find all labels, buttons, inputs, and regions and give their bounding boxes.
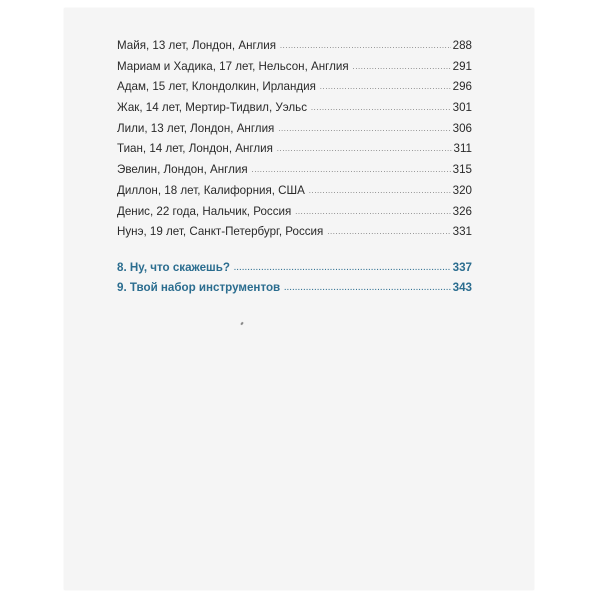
dot-leader (284, 285, 450, 292)
toc-entry-title: Денис, 22 года, Нальчик, Россия (117, 204, 292, 218)
toc-entry (117, 39, 472, 60)
dot-leader (295, 209, 450, 216)
toc-entry-page: 306 (452, 121, 472, 135)
toc-entry-title: Лили, 13 лет, Лондон, Англия (117, 121, 275, 135)
toc-entry-page: 301 (452, 101, 472, 115)
toc-entry (117, 184, 472, 205)
chapter-page: 337 (452, 261, 472, 274)
dot-leader (277, 146, 452, 153)
chapter-page: 343 (452, 281, 472, 294)
dot-leader (309, 188, 451, 195)
toc-entry-page: 326 (452, 204, 472, 218)
toc-entry (117, 60, 472, 81)
dot-leader (311, 105, 451, 112)
toc-entry-title: Адам, 15 лет, Клондолкин, Ирландия (117, 80, 316, 94)
toc-entry (117, 225, 472, 246)
dot-leader (252, 167, 451, 174)
chapter-title: 9. Твой набор инструментов (117, 281, 281, 294)
toc-entry-page: 296 (452, 80, 472, 94)
chapter-heading (117, 281, 472, 301)
toc-entry-title: Мариам и Хадика, 17 лет, Нельсон, Англия (117, 59, 349, 73)
toc-entry (117, 142, 472, 163)
chapter-heading (117, 261, 472, 281)
toc-entry (117, 122, 472, 143)
toc-entry-title: Нунэ, 19 лет, Санкт-Петербург, Россия (117, 225, 324, 239)
dot-leader (327, 229, 450, 236)
toc-entry-title: Майя, 13 лет, Лондон, Англия (117, 39, 276, 52)
chapter-title: 8. Ну, что скажешь? (117, 261, 230, 274)
toc-entry-title: Тиан, 14 лет, Лондон, Англия (117, 142, 273, 156)
toc-entry-title: Диллон, 18 лет, Калифорния, США (117, 183, 305, 197)
toc-entry-title: Эвелин, Лондон, Англия (117, 163, 248, 177)
dot-leader (353, 64, 451, 71)
toc-entry (117, 163, 472, 184)
toc-entry-page: 288 (452, 39, 472, 52)
toc-entry (117, 205, 472, 226)
toc-entries (117, 39, 472, 246)
toc-entry-page: 291 (452, 59, 472, 73)
toc-entry-page: 331 (452, 225, 472, 239)
dot-leader (278, 126, 450, 133)
toc-entry-page: 311 (453, 142, 472, 156)
toc-entry-page: 320 (452, 183, 472, 197)
toc-entry-page: 315 (452, 163, 472, 177)
toc-entry-title: Жак, 14 лет, Мертир-Тидвил, Уэльс (117, 101, 308, 115)
dot-leader (234, 265, 451, 272)
dot-leader (280, 43, 451, 50)
toc-entry (117, 101, 472, 122)
dot-leader (320, 84, 451, 91)
toc-chapters (117, 261, 472, 301)
toc-entry (117, 80, 472, 101)
